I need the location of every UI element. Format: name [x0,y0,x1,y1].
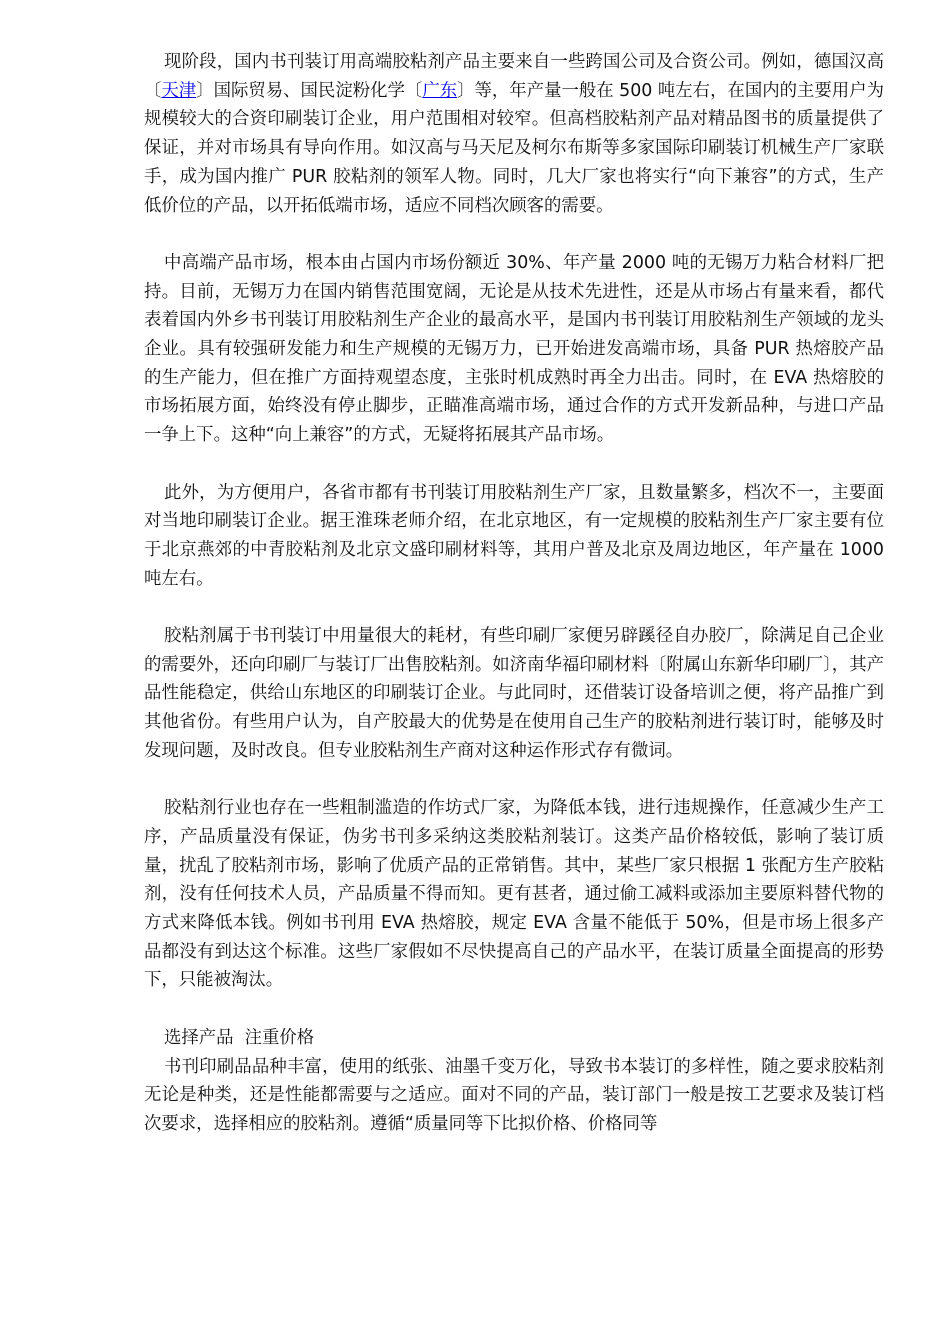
link-tianjin[interactable]: 天津 [161,80,197,101]
paragraph-5: 胶粘剂行业也存在一些粗制滥造的作坊式厂家，为降低本钱，进行违规操作，任意减少生产工序，产品质量没有保证，伪劣书刊多采纳这类胶粘剂装订。这类产品价格较低，影响了装订质量，扰乱了胶粘剂市场，影响了优质产品的正常销售。其中，某些厂家只根据 1 张配方生产胶粘剂，没有任何技术人员，产品质量不得而知。更有甚者，通过偷工减料或添加主要原料替代物的方式来降低本钱。例如书刊用 EVA 热熔胶，规定 EVA 含量不能低于 50%，但是市场上很多产品都没有到达这个标准。这些厂家假如不尽快提高自己的产品水平，在装订质量全面提高的形势下，只能被淘汰。 [144,798,884,991]
paragraph-1-text-c: 〕等，年产量一般在 500 吨左右，在国内的主要用户为规模较大的合资印刷装订企业，用户范围相对较窄。但高档胶粘剂产品对精品图书的质量提供了保证，并对市场具有导向作用。如汉高与马天尼及柯尔布斯等多家国际印刷装订机械生产厂家联手，成为国内推广 PUR 胶粘剂的领军人物。同时，几大厂家也将实行“向下兼容”的方式，生产低价位的产品，以开拓低端市场，适应不同档次顾客的需要。 [144,80,884,216]
paragraph-gap [144,766,884,795]
paragraph-3: 此外，为方便用户，各省市都有书刊装订用胶粘剂生产厂家，且数量繁多，档次不一，主要面对当地印刷装订企业。据王淮珠老师介绍，在北京地区，有一定规模的胶粘剂生产厂家主要有位于北京燕郊的中青胶粘剂及北京文盛印刷材料等，其用户普及北京及周边地区，年产量在 1000 吨左右。 [144,482,884,589]
paragraph-2: 中高端产品市场，根本由占国内市场份额近 30%、年产量 2000 吨的无锡万力粘合材料厂把持。目前，无锡万力在国内销售范围宽阔，无论是从技术先进性，还是从市场占有量来看，都代表着国内外乡书刊装订用胶粘剂生产企业的最高水平，是国内书刊装订用胶粘剂生产领域的龙头企业。具有较强研发能力和生产规模的无锡万力，已开始进发高端市场，具备 PUR 热熔胶产品的生产能力，但在推广方面持观望态度，主张时机成熟时再全力出击。同时，在 EVA 热熔胶的市场拓展方面，始终没有停止脚步，正瞄准高端市场，通过合作的方式开发新品种，与进口产品一争上下。这种“向上兼容”的方式，无疑将拓展其产品市场。 [144,252,884,446]
paragraph-gap [144,450,884,479]
paragraph-4: 胶粘剂属于书刊装订中用量很大的耗材，有些印刷厂家便另辟蹊径自办胶厂，除满足自己企业的需要外，还向印刷厂与装订厂出售胶粘剂。如济南华福印刷材料〔附属山东新华印刷厂〕，其产品性能稳定，供给山东地区的印刷装订企业。与此同时，还借装订设备培训之便，将产品推广到其他省份。有些用户认为，自产胶最大的优势是在使用自己生产的胶粘剂进行装订时，能够及时发现问题，及时改良。但专业胶粘剂生产商对这种运作形式存有微词。 [144,626,884,761]
section-heading: 选择产品 注重价格 [164,1027,315,1048]
paragraph-6: 书刊印刷品品种丰富，使用的纸张、油墨千变万化，导致书本装订的多样性，随之要求胶粘剂无论是种类，还是性能都需要与之适应。面对不同的产品，装订部门一般是按工艺要求及装订档次要求，选择相应的胶粘剂。遵循“质量同等下比拟价格、价格同等 [144,1056,884,1134]
paragraph-gap [144,995,884,1024]
paragraph-1 [144,48,884,220]
link-guangdong[interactable]: 广东 [422,80,458,101]
document-body [144,48,884,1139]
paragraph-1-text-a: 现阶段，国内书刊装订用高端胶粘剂产品主要来自一些跨国公司及合资公司。例如，德国汉高〔 [144,52,884,101]
paragraph-gap [144,593,884,622]
paragraph-gap [144,220,884,249]
paragraph-1-text-b: 〕国际贸易、国民淀粉化学〔 [196,80,423,101]
